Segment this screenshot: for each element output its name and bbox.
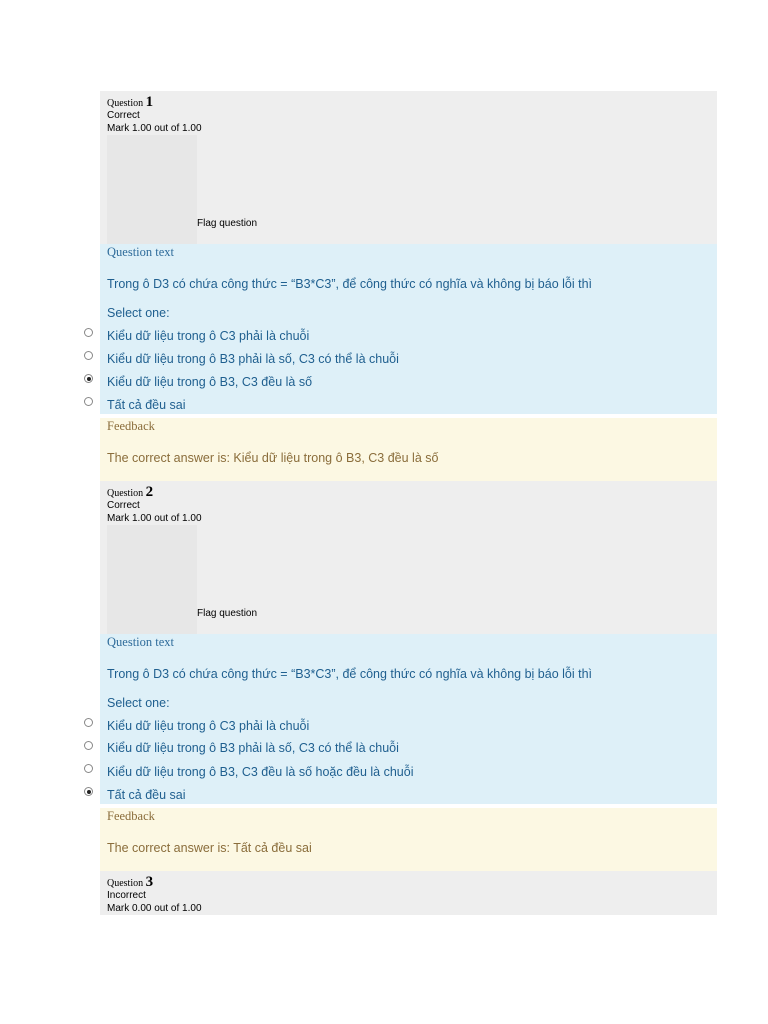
question-2-radio-3[interactable] [84, 764, 93, 773]
question-3-state: Incorrect [107, 890, 146, 901]
question-2-option-1[interactable]: Kiểu dữ liệu trong ô C3 phải là chuỗi [107, 719, 310, 733]
question-1-label: Question 1 [107, 94, 154, 110]
question-1-option-2[interactable]: Kiểu dữ liệu trong ô B3 phải là số, C3 có thể là chuỗi [107, 352, 399, 366]
question-2-select-prompt: Select one: [107, 696, 170, 710]
question-2-text-heading: Question text [107, 635, 175, 649]
question-1-text-block [100, 244, 717, 414]
question-1-flag-area [107, 135, 197, 245]
question-1-flag-link[interactable]: Flag question [197, 218, 258, 229]
question-1-radio-3[interactable] [84, 374, 93, 383]
question-1-option-1[interactable]: Kiểu dữ liệu trong ô C3 phải là chuỗi [107, 329, 310, 343]
question-2-radio-1[interactable] [84, 718, 93, 727]
question-2-text: Trong ô D3 có chứa công thức = “B3*C3”, để công thức có nghĩa và không bị báo lỗi thì [107, 667, 592, 681]
question-1-option-4[interactable]: Tất cả đều sai [107, 398, 186, 412]
question-1-radio-2[interactable] [84, 351, 93, 360]
question-2-info [100, 481, 717, 634]
question-1-radio-4[interactable] [84, 397, 93, 406]
question-2-feedback-text: The correct answer is: Tất cả đều sai [107, 841, 312, 855]
question-2-flag-link[interactable]: Flag question [197, 608, 258, 619]
question-2-label: Question 2 [107, 484, 154, 500]
question-1-info [100, 91, 717, 244]
question-2-flag-area [107, 525, 197, 635]
question-2-option-2[interactable]: Kiểu dữ liệu trong ô B3 phải là số, C3 có thể là chuỗi [107, 741, 399, 755]
question-1-feedback-heading: Feedback [107, 419, 155, 433]
question-2-radio-4[interactable] [84, 787, 93, 796]
question-2-text-block [100, 634, 717, 804]
question-2-feedback [100, 808, 717, 871]
question-2-option-3[interactable]: Kiểu dữ liệu trong ô B3, C3 đều là số hoặc đều là chuỗi [107, 765, 414, 779]
question-1-feedback-text: The correct answer is: Kiểu dữ liệu trong ô B3, C3 đều là số [107, 451, 439, 465]
question-2-option-4[interactable]: Tất cả đều sai [107, 788, 186, 802]
question-2-state: Correct [107, 500, 140, 511]
question-1-state: Correct [107, 110, 140, 121]
question-2-mark: Mark 1.00 out of 1.00 [107, 513, 202, 524]
question-1-option-3[interactable]: Kiểu dữ liệu trong ô B3, C3 đều là số [107, 375, 313, 389]
question-2-feedback-heading: Feedback [107, 809, 155, 823]
question-1-select-prompt: Select one: [107, 306, 170, 320]
question-1-radio-1[interactable] [84, 328, 93, 337]
question-1-mark: Mark 1.00 out of 1.00 [107, 123, 202, 134]
question-1-text: Trong ô D3 có chứa công thức = “B3*C3”, để công thức có nghĩa và không bị báo lỗi thì [107, 277, 592, 291]
question-2-radio-2[interactable] [84, 741, 93, 750]
question-1-text-heading: Question text [107, 245, 175, 259]
question-3-mark: Mark 0.00 out of 1.00 [107, 903, 202, 914]
question-3-info [100, 871, 717, 915]
question-3-label: Question 3 [107, 874, 154, 890]
question-1-feedback [100, 418, 717, 481]
